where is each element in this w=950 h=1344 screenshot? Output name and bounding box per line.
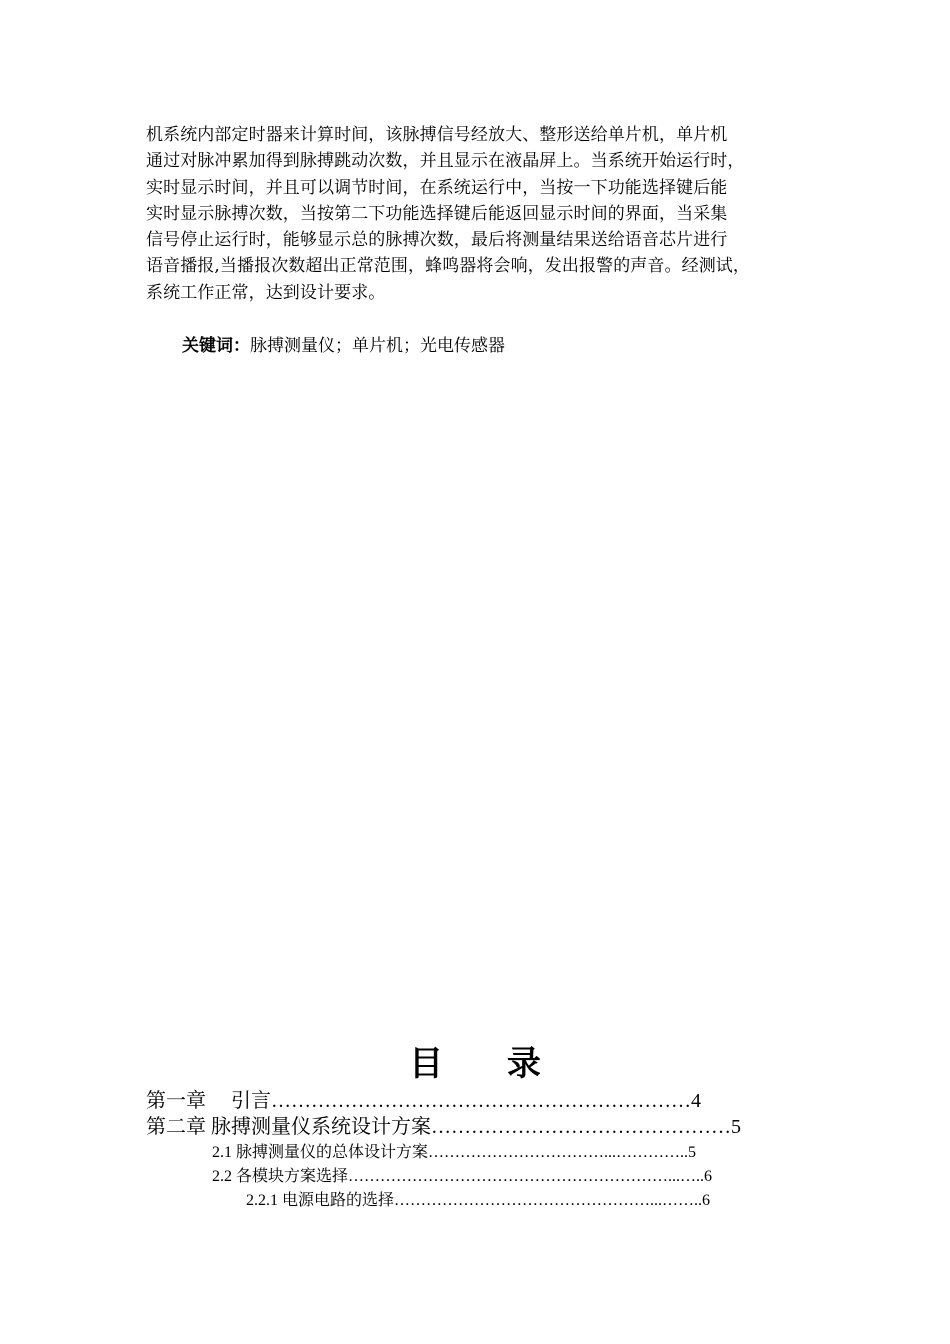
toc-entry[interactable] — [146, 1114, 796, 1140]
toc-entry-page: 6 — [704, 1168, 713, 1185]
toc-entry-text: 2.2 各模块方案选择 — [212, 1168, 349, 1185]
keywords-value: 脉搏测量仪；单片机；光电传感器 — [250, 336, 505, 356]
toc-title: 目 录 — [409, 1044, 567, 1084]
abstract-text — [146, 122, 822, 306]
toc-entry-text: 2.2.1 电源电路的选择 — [246, 1192, 395, 1209]
toc-entry-leader: …………………………………………...…….. — [394, 1192, 703, 1209]
abstract-line: 通过对脉冲累加得到脉搏跳动次数，并且显示在液晶屏上。当系统开始运行时， — [146, 151, 745, 172]
abstract-line: 语音播报,当播报次数超出正常范围，蜂鸣器将会响，发出报警的声音。经测试， — [146, 256, 751, 277]
toc-entry-page: 4 — [691, 1090, 701, 1112]
abstract-line: 信号停止运行时，能够显示总的脉搏次数，最后将测量结果送给语音芯片进行 — [146, 230, 728, 251]
toc-entry[interactable] — [246, 1190, 796, 1212]
toc-entry[interactable] — [146, 1088, 796, 1114]
toc-entry[interactable] — [212, 1142, 802, 1164]
abstract-line: 系统工作正常，达到设计要求。 — [146, 282, 386, 303]
toc-entry-leader: ……………………………………………………… — [271, 1090, 691, 1112]
toc-entry-leader: ……………………………………………………...….. — [348, 1168, 705, 1185]
toc-entry-text: 第一章 引言 — [146, 1090, 271, 1112]
toc-entry-leader: ……………………………………… — [431, 1116, 731, 1138]
toc-entry-page: 5 — [731, 1116, 741, 1138]
abstract-line: 机系统内部定时器来计算时间，该脉搏信号经放大、整形送给单片机，单片机 — [146, 125, 728, 145]
keywords — [182, 334, 505, 358]
toc-entry-page: 6 — [702, 1192, 711, 1209]
toc-entry-page: 5 — [688, 1144, 697, 1161]
toc-entry-text: 2.1 脉搏测量仪的总体设计方案 — [212, 1144, 429, 1161]
keywords-label: 关键词： — [182, 336, 250, 356]
toc-entry-leader: ……………………………...………….. — [428, 1144, 689, 1161]
toc-entry[interactable] — [212, 1166, 802, 1188]
toc-entry-text: 第二章 脉搏测量仪系统设计方案 — [146, 1116, 431, 1138]
abstract-line: 实时显示脉搏次数，当按第二下功能选择键后能返回显示时间的界面，当采集 — [146, 203, 728, 224]
abstract-line: 实时显示时间，并且可以调节时间，在系统运行中，当按一下功能选择键后能 — [146, 177, 728, 198]
